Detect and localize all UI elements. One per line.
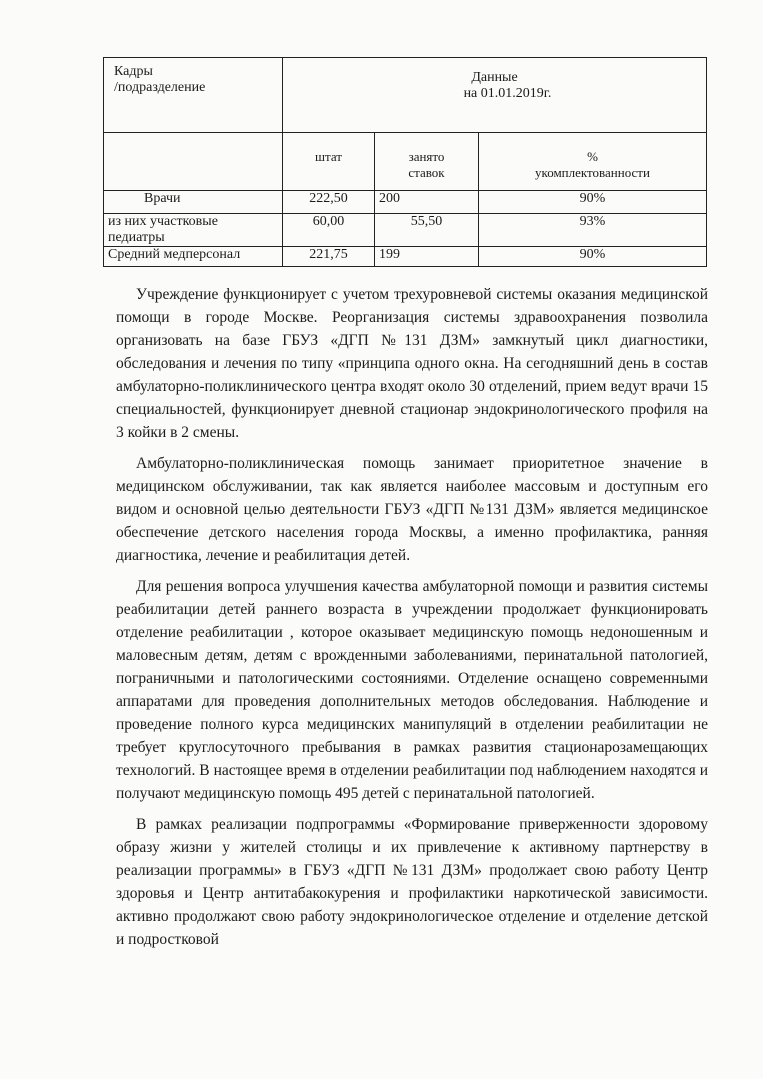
subheader-zanyato-line1: занято (408, 149, 445, 164)
row-shtat: 221,75 (283, 247, 375, 267)
col-header-staff (104, 58, 283, 133)
empty-cell (104, 133, 283, 191)
col-header-data (283, 58, 707, 133)
row-zanyato: 200 (375, 191, 479, 214)
subheader-zanyato-line2: ставок (408, 165, 445, 180)
col-header-staff-line2: /подразделение (114, 80, 206, 95)
row-label: из них участковые педиатры (104, 214, 283, 247)
row-pct: 93% (479, 214, 707, 247)
paragraph-3: Для решения вопроса улучшения качества амбулаторной помощи и развития системы реабилитации детей раннего возраста в учреждении продолжает функционировать отделение реабилитации , которое оказывает медицинскую помощь недоношенным и маловесным детям, детям с врожденными заболеваниями, перинатальной патологией, пограничными и патологическими состояниями. Отделение оснащено современными аппаратами для проведения дополнительных методов обследования. Наблюдение и проведение полного курса медицинских манипуляций в отделении реабилитации не требует круглосуточного пребывания в рамках развития стационарозамещающих технологий. В настоящее время в отделении реабилитации под наблюдением находятся и получают медицинскую помощь 495 детей с перинатальной патологией. (116, 578, 708, 802)
row-shtat: 60,00 (283, 214, 375, 247)
row-pct: 90% (479, 247, 707, 267)
row-label: Средний медперсонал (104, 247, 283, 267)
row-pct: 90% (479, 191, 707, 214)
table-subheader-row (104, 133, 707, 191)
row-label: Врачи (104, 191, 283, 214)
paragraph-4: В рамках реализации подпрограммы «Формирование приверженности здоровому образу жизни у жителей столицы и их привлечение к активному партнерству в реализации программы» в ГБУЗ «ДГП №131 ДЗМ» продолжает свою работу Центр здоровья и Центр антитабакокурения и профилактики наркотической зависимости. активно продолжают свою работу эндокринологическое отделение и отделение детской и подростковой (116, 816, 708, 948)
paragraph-1: Учреждение функционирует с учетом трехуровневой системы оказания медицинской помощи в городе Москве. Реорганизация системы здравоохранения позволила организовать на базе ГБУЗ «ДГП №131 ДЗМ» замкнутый цикл диагностики, обследования и лечения по типу «принципа одного окна. На сегодняшний день в состав амбулаторно-поликлинического центра входят около 30 отделений, прием ведут врачи 15 специальностей, функционирует дневной стационар эндокринологического профиля на 3 койки в 2 смены. (116, 286, 708, 441)
subheader-pct (479, 133, 707, 191)
table-row (104, 191, 707, 214)
row-zanyato: 199 (375, 247, 479, 267)
subheader-pct-line2: укомплектованности (535, 165, 650, 180)
paragraph-2: Амбулаторно-поликлиническая помощь занимает приоритетное значение в медицинском обслуживании, так как является наиболее массовым и доступным его видом и основной целью деятельности ГБУЗ «ДГП №131 ДЗМ» является медицинское обеспечение детского населения города Москвы, а именно профилактика, ранняя диагностика, лечение и реабилитация детей. (116, 455, 708, 564)
col-header-staff-line1: Кадры (114, 64, 153, 79)
subheader-shtat: штат (283, 133, 375, 191)
subheader-pct-line1: % (587, 149, 598, 164)
table-row (104, 214, 707, 247)
data-header-line1: Данные (471, 70, 518, 85)
subheader-zanyato (375, 133, 479, 191)
row-zanyato: 55,50 (375, 214, 479, 247)
staff-table (103, 57, 707, 267)
body-text (116, 283, 708, 951)
data-header-date: на 01.01.2019г. (463, 86, 552, 101)
table-header-row (104, 58, 707, 133)
row-shtat: 222,50 (283, 191, 375, 214)
table-row (104, 247, 707, 267)
